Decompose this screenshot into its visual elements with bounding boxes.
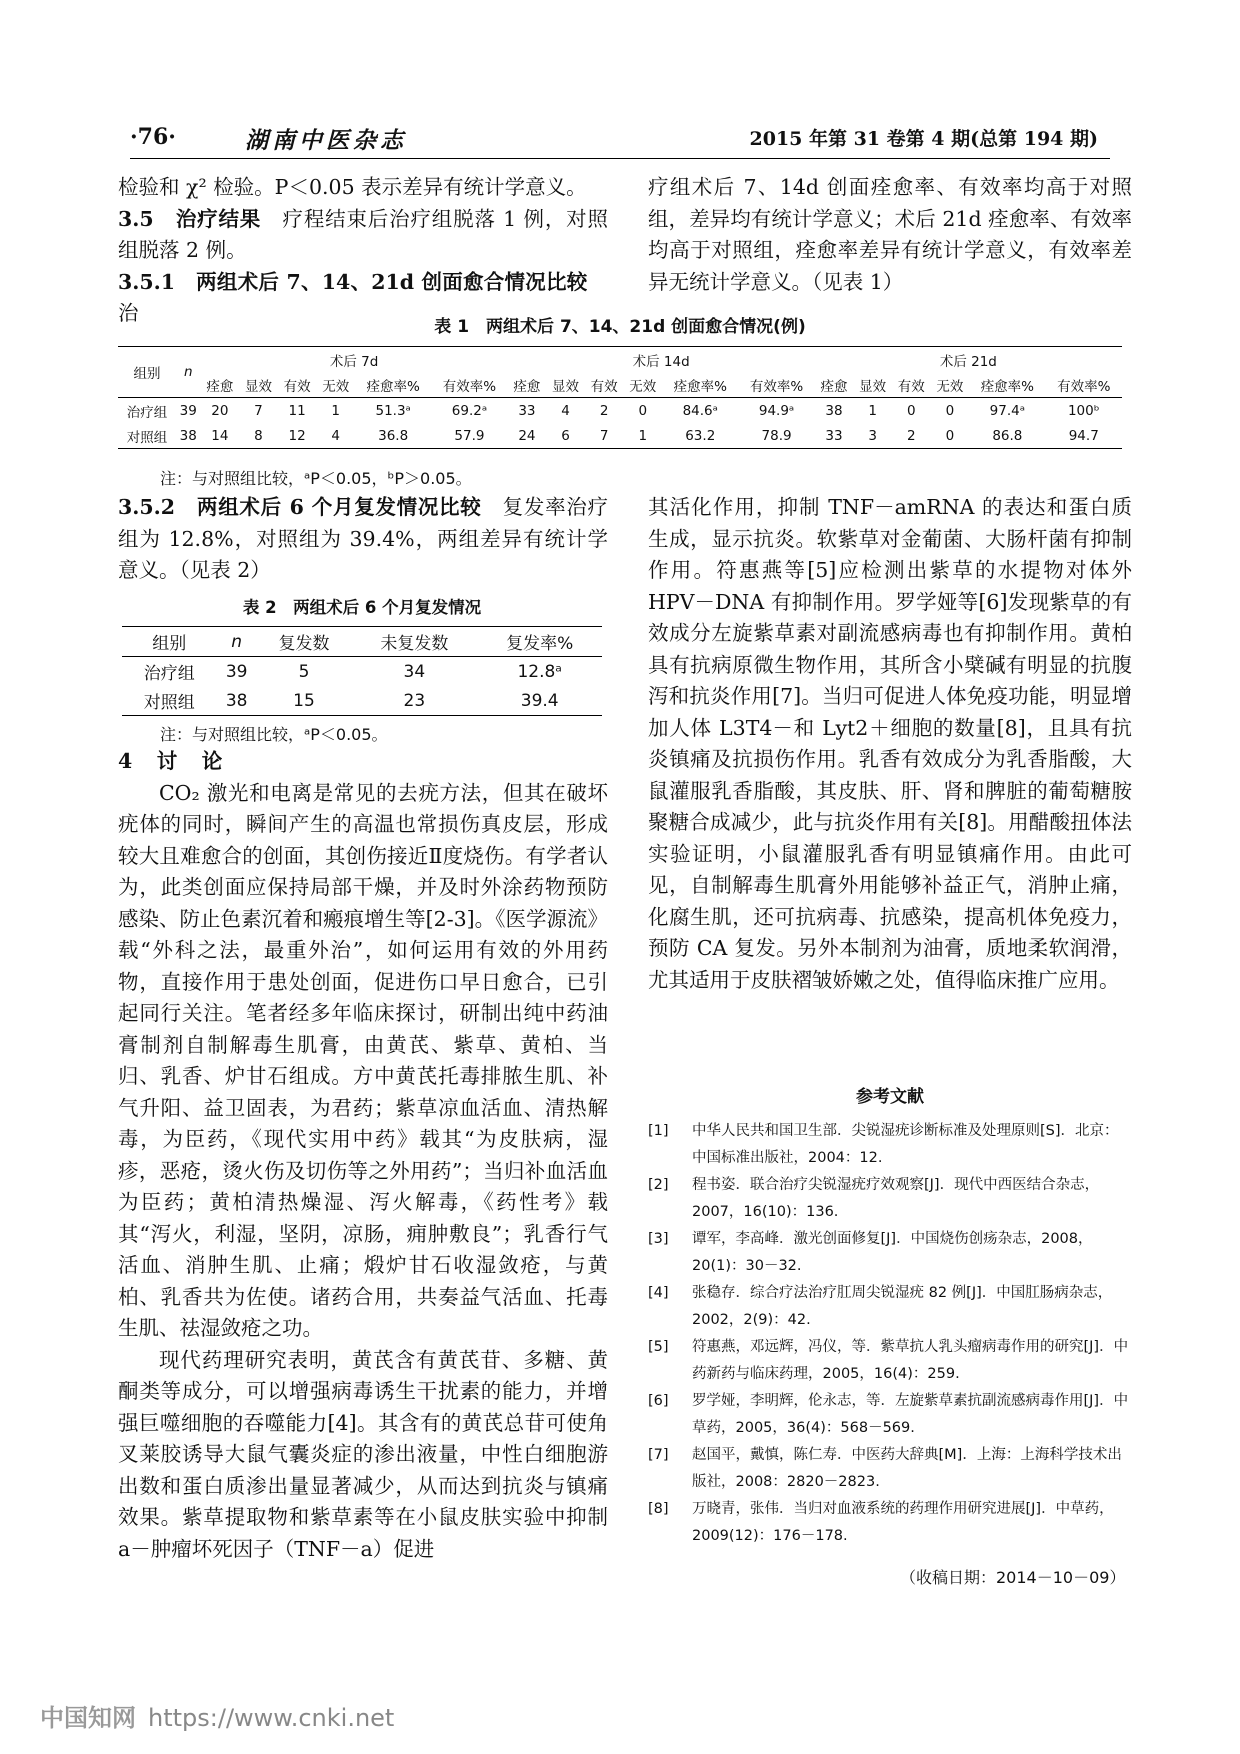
table1-subheader: 有效 <box>897 378 925 395</box>
paragraph: CO₂ 激光和电离是常见的去疣方法，但其在破坏疣体的同时，瞬间产生的高温也常损伤真皮层，形成较大且难愈合的创面，其创伤接近Ⅱ度烧伤。有学者认为，此类创面应保持局部干燥，并及时外涂药物预防感染、防止色素沉着和瘢痕增生等[2-3]。《医学源流》载“外科之法，最重外治”，如何运用有效的外用药物，直接作用于患处创面，促进伤口早日愈合，已引起同行关注。笔者经多年临床探讨，研制出纯中药油膏制剂自制解毒生肌膏，由黄芪、紫草、黄柏、当归、乳香、炉甘石组成。方中黄芪托毒排脓生肌、补气升阳、益卫固表，为君药；紫草凉血活血、清热解毒，为臣药，《现代实用中药》载其“为皮肤病，湿疹，恶疮，烫火伤及切伤等之外用药”；当归补血活血为臣药；黄柏清热燥湿、泻火解毒，《药性考》载其“泻火，利湿，坚阴，凉肠，痈肿敷良”；乳香行气活血、消肿生肌、止痛；煅炉甘石收湿敛疮，与黄柏、乳香共为佐使。诸药合用，共奏益气活血、托毒生肌、祛湿敛疮之功。 <box>118 780 608 1340</box>
reference-item: [8] 万晓青，张伟．当归对血液系统的药理作用研究进展[J]．中草药，2009(12)：176－178. <box>648 1501 1114 1544</box>
table1-subheader: 显效 <box>859 378 887 395</box>
table2 <box>122 626 602 716</box>
table1-note: 注：与对照组比较，ᵃP＜0.05，ᵇP＞0.05。 <box>160 469 472 488</box>
table1-header-period: 术后 14d <box>632 353 690 370</box>
table-row: 对照组 38 15 23 39.4 <box>122 686 602 716</box>
table1-subheader: 痊愈率% <box>673 378 727 395</box>
section-heading: 4 讨 论 <box>118 749 225 773</box>
table1-subheader: 有效 <box>590 378 618 395</box>
table1-header-period: 术后 7d <box>329 353 379 370</box>
reference-item: [2] 程书姿．联合治疗尖锐湿疣疗效观察[J]．现代中西医结合杂志，2007，16(10)：136. <box>648 1177 1100 1220</box>
right-column-discussion <box>648 492 1132 996</box>
paragraph: 疗组术后 7、14d 创面痊愈率、有效率均高于对照组，差异均有统计学意义；术后 21d 痊愈率、有效率均高于对照组，痊愈率差异有统计学意义，有效率差异无统计学意义。（见表 1） <box>648 175 1132 294</box>
table-row: 对照组 38 14 8 12 4 36.8 57.9 24 6 7 1 63.2 78.9 33 3 2 0 86.8 94.7 <box>118 423 1122 449</box>
table1-subheader: 痊愈 <box>513 378 541 395</box>
section-heading: 3.5 治疗结果 <box>118 206 262 231</box>
table2-caption: 表 2 两组术后 6 个月复发情况 <box>242 598 482 617</box>
reference-item: [1] 中华人民共和国卫生部．尖锐湿疣诊断标准及处理原则[S]．北京：中国标准出版社，2004：12. <box>648 1123 1119 1166</box>
table1-subheader: 痊愈 <box>820 378 848 395</box>
page-number: ·76· <box>130 124 176 150</box>
table1-header-n: n <box>176 347 201 398</box>
table2-header: 复发数 <box>278 634 330 654</box>
cnki-url[interactable]: https://www.cnki.net <box>148 1704 395 1732</box>
table1-subheader: 痊愈 <box>206 378 234 395</box>
table1-subheader: 无效 <box>629 378 657 395</box>
references-title: 参考文献 <box>856 1087 924 1107</box>
references-list <box>648 1118 1132 1550</box>
table1-subheader: 有效 <box>283 378 311 395</box>
paragraph: 其活化作用，抑制 TNF－amRNA 的表达和蛋白质生成，显示抗炎。软紫草对金葡菌、大肠杆菌有抑制作用。符惠燕等[5]应检测出紫草的水提物对体外 HPV－DNA 有抑制作用。罗学娅等[6]发现紫草的有效成分左旋紫草素对副流感病毒也有抑制作用。黄柏具有抗病原微生物作用，其所含小檗碱有明显的抗腹泻和抗炎作用[7]。当归可促进人体免疫功能，明显增加人体 L3T4－和 Lyt2＋细胞的数量[8]，且具有抗炎镇痛及抗损伤作用。乳香有效成分为乳香脂酸，大鼠灌服乳香脂酸，其皮肤、肝、肾和脾脏的葡萄糖胺聚糖合成减少，此与抗炎作用有关[8]。用醋酸扭体法实验证明，小鼠灌服乳香有明显镇痛作用。由此可见，自制解毒生肌膏外用能够补益正气，消肿止痛，化腐生肌，还可抗病毒、抗感染，提高机体免疫力，预防 CA 复发。另外本制剂为油膏，质地柔软润滑，尤其适用于皮肤褶皱娇嫩之处，值得临床推广应用。 <box>648 495 1132 992</box>
table2-header: 未复发数 <box>380 634 449 654</box>
section-heading: 3.5.2 两组术后 6 个月复发情况比较 <box>118 495 482 519</box>
page-header <box>130 118 1110 158</box>
table1-subheader: 痊愈率% <box>366 378 420 395</box>
table-row: 治疗组 39 20 7 11 1 51.3ᵃ 69.2ᵃ 33 4 2 0 84.6ᵃ 94.9ᵃ 38 1 0 0 97.4ᵃ 100ᵇ <box>126 402 1100 421</box>
reference-item: [3] 谭军，李高峰．激光创面修复[J]．中国烧伤创疡杂志，2008，20(1)：30－32. <box>648 1231 1093 1274</box>
table1-subheader: 显效 <box>552 378 580 395</box>
table1-subheader: 显效 <box>244 378 272 395</box>
reference-item: [6] 罗学娅，李明辉，伦永志，等．左旋紫草素抗副流感病毒作用[J]．中草药，2005，36(4)：568－569. <box>648 1393 1129 1436</box>
paragraph: 3.5.2 两组术后 6 个月复发情况比较 复发率治疗组为 12.8%，对照组为 39.4%，两组差异有统计学意义。（见表 2） <box>118 495 608 582</box>
paragraph: 3.5 治疗结果 疗程结束后治疗组脱落 1 例，对照组脱落 2 例。 <box>118 206 609 262</box>
paragraph: 检验和 χ² 检验。P＜0.05 表示差异有统计学意义。 <box>118 175 587 199</box>
journal-title: 湖南中医杂志 <box>245 127 407 154</box>
table2-header: 组别 <box>152 634 187 654</box>
reference-item: [7] 赵国平，戴慎，陈仁寿．中医药大辞典[M]．上海：上海科学技术出版社，2008：2820－2823. <box>648 1447 1122 1490</box>
cnki-logo: 中国知网 <box>40 1704 136 1732</box>
section-heading: 3.5.1 两组术后 7、14、21d 创面愈合情况比较 <box>118 269 588 294</box>
table1-header-period: 术后 21d <box>939 353 997 370</box>
left-column-discussion <box>118 746 608 1565</box>
table1-header-group: 组别 <box>118 347 176 398</box>
right-column-top <box>648 172 1132 298</box>
table1-subheader: 无效 <box>936 378 964 395</box>
header-rule <box>130 158 1110 159</box>
table1-caption: 表 1 两组术后 7、14、21d 创面愈合情况(例) <box>434 317 806 337</box>
table1-subheader: 有效率% <box>442 378 497 395</box>
table2-note: 注：与对照组比较，ᵃP＜0.05。 <box>160 725 388 744</box>
left-column-top <box>118 172 608 330</box>
left-column-mid <box>118 492 608 587</box>
reference-item: [4] 张稳存．综合疗法治疗肛周尖锐湿疣 82 例[J]．中国肛肠病杂志，2002，2(9)：42. <box>648 1285 1113 1328</box>
table2-header: n <box>231 631 243 652</box>
table2-header: 复发率% <box>506 634 574 654</box>
footer-watermark <box>40 1698 394 1733</box>
table1-subheader: 有效率% <box>749 378 804 395</box>
table1 <box>118 346 1122 449</box>
table1-subheader: 无效 <box>322 378 350 395</box>
table-row: 治疗组 39 5 34 12.8ᵃ <box>143 661 562 684</box>
reference-item: [5] 符惠燕，邓远辉，冯仪，等．紫草抗人乳头瘤病毒作用的研究[J]．中药新药与临床药理，2005，16(4)：259. <box>648 1339 1129 1382</box>
table1-subheader: 有效率% <box>1057 378 1111 395</box>
paragraph: 现代药理研究表明，黄芪含有黄芪苷、多糖、黄酮类等成分，可以增强病毒诱生干扰素的能力，并增强巨噬细胞的吞噬能力[4]。其含有的黄芪总苷可使角叉莱胶诱导大鼠气囊炎症的渗出液量，中性白细胞游出数和蛋白质渗出量显著减少，从而达到抗炎与镇痛效果。紫草提取物和紫草素等在小鼠皮肤实验中抑制 a－肿瘤坏死因子（TNF－a）促进 <box>118 1347 608 1561</box>
paragraph: 3.5.1 两组术后 7、14、21d 创面愈合情况比较 治 <box>118 269 608 325</box>
table1-subheader: 痊愈率% <box>980 378 1035 395</box>
issue-info: 2015 年第 31 卷第 4 期(总第 194 期) <box>749 128 1098 150</box>
received-date: （收稿日期：2014－10－09） <box>900 1568 1126 1587</box>
